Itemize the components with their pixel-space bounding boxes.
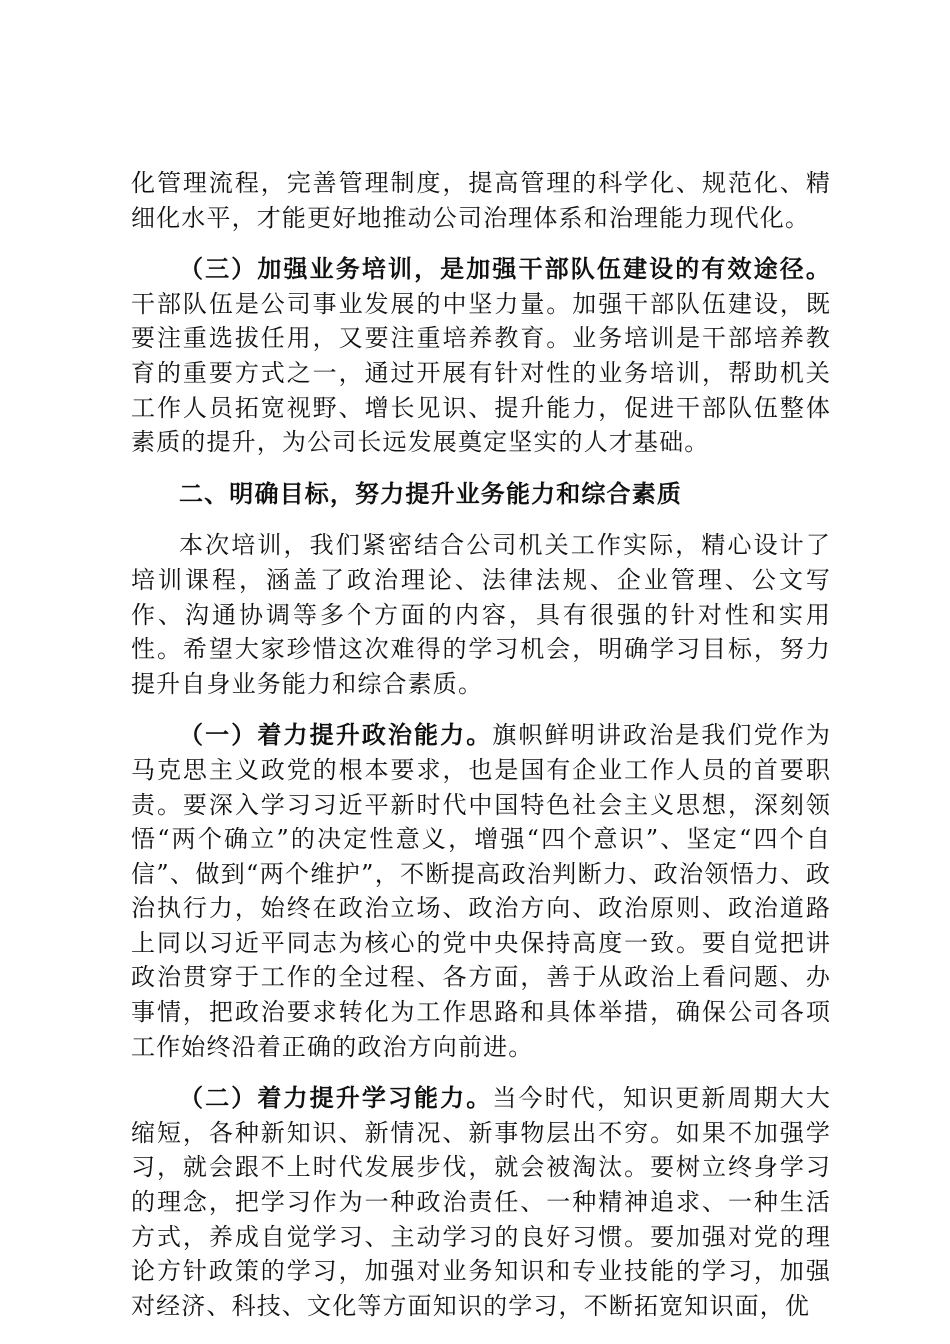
paragraph-lead-one: （一）着力提升政治能力。 <box>179 720 493 750</box>
paragraph-body-three: 干部队伍是公司事业发展的中坚力量。加强干部队伍建设，既要注重选拔任用，又要注重培养教育。业务培训是干部培养教育的重要方式之一，通过开展有针对性的业务培训，帮助机关工作人员拓宽视野、增长见识、提升能力，促进干部队伍整体素质的提升，为公司长远发展奠定坚实的人才基础。 <box>131 289 831 457</box>
paragraph-lead-two: （二）着力提升学习能力。 <box>179 1083 493 1113</box>
section-heading-two: 二、明确目标，努力提升业务能力和综合素质 <box>179 478 682 508</box>
paragraph-business-training <box>131 252 831 460</box>
paragraph-body-two: 当今时代，知识更新周期大大缩短，各种新知识、新情况、新事物层出不穷。如果不加强学习，就会跟不上时代发展步伐，就会被淘汰。要树立终身学习的理念，把学习作为一种政治责任、一种精神追求、一种生活方式，养成自觉学习、主动学习的良好习惯。要加强对党的理论方针政策的学习，加强对业务知识和专业技能的学习，加强对经济、科技、文化等方面知识的学习，不断拓宽知识面，优 <box>131 1084 831 1320</box>
paragraph-lead-three: （三）加强业务培训，是加强干部队伍建设的有效途径。 <box>179 254 831 284</box>
paragraph-continuation: 化管理流程，完善管理制度，提高管理的科学化、规范化、精细化水平，才能更好地推动公司治理体系和治理能力现代化。 <box>131 169 831 232</box>
document-body <box>131 166 831 1340</box>
paragraph-learning-ability <box>131 1081 831 1323</box>
paragraph-body-one: 旗帜鲜明讲政治是我们党作为马克思主义政党的根本要求，也是国有企业工作人员的首要职责。要深入学习习近平新时代中国特色社会主义思想，深刻领悟“两个确立”的决定性意义，增强“四个意识”、坚定“四个自信”、做到“两个维护”，不断提高政治判断力、政治领悟力、政治执行力，始终在政治立场、政治方向、政治原则、政治道路上同以习近平同志为核心的党中央保持高度一致。要自觉把讲政治贯穿于工作的全过程、各方面，善于从政治上看问题、办事情，把政治要求转化为工作思路和具体举措，确保公司各项工作始终沿着正确的政治方向前进。 <box>131 721 831 1061</box>
paragraph-training-intro: 本次培训，我们紧密结合公司机关工作实际，精心设计了培训课程，涵盖了政治理论、法律法规、企业管理、公文写作、沟通协调等多个方面的内容，具有很强的针对性和实用性。希望大家珍惜这次难得的学习机会，明确学习目标，努力提升自身业务能力和综合素质。 <box>131 531 831 698</box>
paragraph-political-ability <box>131 718 831 1064</box>
